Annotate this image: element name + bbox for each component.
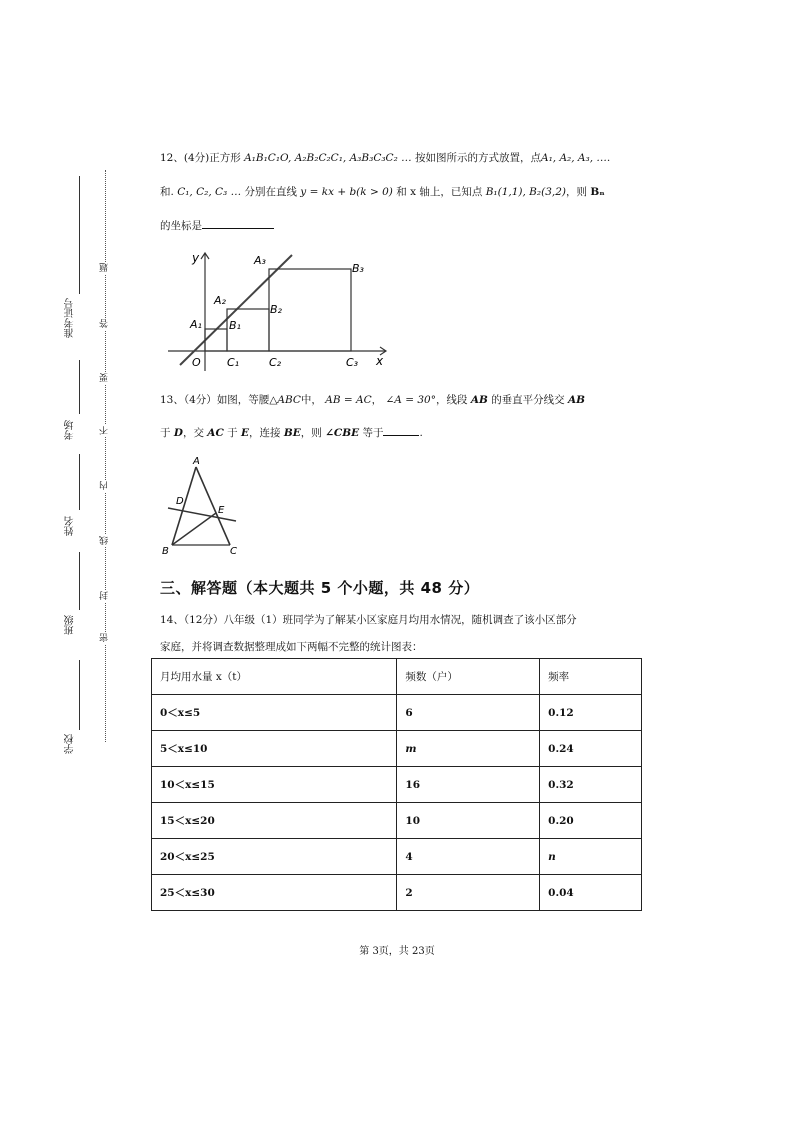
field-rule — [79, 552, 80, 610]
question-text: 的坐标是 — [160, 220, 202, 232]
question-text: 等于 — [362, 427, 384, 439]
seal-char: 内 — [100, 481, 110, 491]
table-row — [152, 731, 642, 767]
math-expression: AB = AC — [325, 394, 372, 406]
table-cell: 0＜x≤5 — [152, 695, 397, 731]
answer-blank[interactable] — [383, 435, 419, 436]
question-text: 和. — [160, 186, 174, 198]
point-a3-label: A₃ — [254, 254, 266, 267]
table-cell: m — [397, 731, 540, 767]
q14-line-2 — [160, 639, 423, 654]
table-cell: 0.24 — [540, 731, 642, 767]
question-points: (4分) — [183, 152, 210, 164]
q12-line-3 — [160, 218, 274, 233]
table-cell: 16 — [397, 767, 540, 803]
table-row — [152, 839, 642, 875]
vertex-a-label: A — [193, 456, 200, 467]
math-expression: y = kx + b(k > 0) — [300, 186, 393, 198]
math-expression: ∠CBE — [325, 427, 360, 439]
point-c3-label: C₃ — [346, 356, 359, 369]
math-expression: B₁(1,1), B₂(3,2) — [485, 186, 566, 198]
q12-line-2 — [160, 184, 605, 199]
field-rule — [79, 454, 80, 510]
point-b2-label: B₂ — [270, 303, 282, 316]
page-footer: 第 3页，共 23页 — [359, 946, 435, 957]
math-expression: BE — [283, 427, 301, 439]
q13-figure — [158, 453, 242, 557]
section-heading: 三、解答题（本大题共 5 个小题，共 48 分） — [160, 579, 480, 597]
table-row — [152, 767, 642, 803]
math-expression: AB — [568, 394, 586, 406]
table-header-cell: 频率 — [540, 659, 642, 695]
table-row — [152, 803, 642, 839]
math-expression: AC — [207, 427, 224, 439]
seal-char: 线 — [100, 536, 110, 546]
question-text: ， — [371, 394, 383, 406]
table-cell: 4 — [397, 839, 540, 875]
point-d-label: D — [176, 496, 184, 507]
q13-line-1 — [160, 392, 585, 407]
math-expression: △ABC — [269, 394, 301, 406]
frequency-table — [151, 658, 642, 911]
table-header-cell: 频数（户） — [397, 659, 540, 695]
side-ac — [196, 467, 230, 545]
seal-char: 要 — [100, 373, 110, 383]
q12-line-1 — [160, 150, 610, 165]
q14-line-1 — [160, 612, 577, 627]
question-number: 12、 — [160, 152, 184, 164]
square-1 — [205, 329, 227, 351]
question-text: 按如图所示的方式放置，点 — [415, 152, 541, 164]
question-points: （4分） — [183, 394, 217, 406]
table-cell: 0.12 — [540, 695, 642, 731]
table-cell: 5＜x≤10 — [152, 731, 397, 767]
vertex-c-label: C — [230, 546, 237, 557]
y-axis-label: y — [192, 251, 200, 265]
q12-figure — [166, 247, 392, 373]
question-text: ，则 — [300, 427, 322, 439]
question-number: 14、 — [160, 614, 184, 626]
student-name-label: 姓名 — [65, 516, 76, 536]
school-label: 学校 — [65, 734, 76, 754]
seal-char: 不 — [100, 426, 110, 436]
question-text: ，线段 — [435, 394, 468, 406]
point-c2-label: C₂ — [269, 356, 282, 369]
exam-room-label: 考场 — [65, 420, 76, 440]
question-text: 于 — [227, 427, 238, 439]
math-expression: AB — [470, 394, 488, 406]
field-rule — [79, 660, 80, 730]
point-a2-label: A₂ — [214, 294, 226, 307]
table-cell: 25＜x≤30 — [152, 875, 397, 911]
exam-number-label: 准考证号 — [65, 298, 76, 338]
point-a1-label: A₁ — [190, 318, 202, 331]
table-header-row — [152, 659, 642, 695]
point-b1-label: B₁ — [229, 319, 241, 332]
point-c1-label: C₁ — [227, 356, 240, 369]
question-text: 和 x 轴上，已知点 — [396, 186, 483, 198]
question-text: 正方形 — [209, 152, 241, 164]
table-cell: 10＜x≤15 — [152, 767, 397, 803]
table-cell: 10 — [397, 803, 540, 839]
question-text: . — [419, 427, 423, 439]
table-cell: 2 — [397, 875, 540, 911]
field-rule — [79, 360, 80, 414]
class-label: 班级 — [65, 615, 76, 635]
seal-char: 答 — [100, 319, 110, 329]
point-b3-label: B₃ — [352, 262, 364, 275]
table-cell: 20＜x≤25 — [152, 839, 397, 875]
table-cell: 0.04 — [540, 875, 642, 911]
segment-be — [172, 513, 216, 545]
math-expression: Bₙ — [590, 186, 605, 198]
table-row — [152, 875, 642, 911]
answer-blank[interactable] — [202, 228, 274, 229]
q13-line-2 — [160, 425, 423, 440]
seal-dotted-line — [105, 170, 106, 742]
question-text: 的垂直平分线交 — [491, 394, 565, 406]
table-cell: 0.20 — [540, 803, 642, 839]
question-text: 家庭，并将调查数据整理成如下两幅不完整的统计图表： — [160, 641, 423, 653]
seal-char: 封 — [100, 591, 110, 601]
question-text: 八年级（1）班同学为了解某小区家庭月均用水情况，随机调查了该小区部分 — [223, 614, 577, 626]
table-header-cell: 月均用水量 x（t） — [152, 659, 397, 695]
point-e-label: E — [218, 505, 225, 516]
question-text: ，连接 — [249, 427, 281, 439]
question-text: ，则 — [566, 186, 587, 198]
seal-char: 题 — [100, 263, 110, 273]
table-row — [152, 695, 642, 731]
table-cell: 15＜x≤20 — [152, 803, 397, 839]
question-text: ，交 — [182, 427, 204, 439]
seal-char: 密 — [100, 633, 110, 643]
question-text: 于 — [160, 427, 171, 439]
x-axis-label: x — [376, 354, 384, 368]
math-expression: ∠A = 30° — [385, 394, 436, 406]
table-cell: 0.32 — [540, 767, 642, 803]
question-number: 13、 — [160, 394, 184, 406]
question-text: 分别在直线 — [244, 186, 297, 198]
vertex-b-label: B — [162, 546, 169, 557]
question-text: 如图，等腰 — [216, 394, 270, 406]
math-expression: A₁B₁C₁O, A₂B₂C₂C₁, A₃B₃C₃C₂ … — [244, 152, 412, 164]
origin-label: O — [192, 356, 201, 369]
math-expression: C₁, C₂, C₃ … — [177, 186, 242, 198]
math-expression: D — [173, 427, 183, 439]
table-cell: n — [540, 839, 642, 875]
question-points: （12分） — [183, 614, 224, 626]
math-expression: E — [241, 427, 250, 439]
math-expression: A₁, A₂, A₃, …. — [541, 152, 611, 164]
table-cell: 6 — [397, 695, 540, 731]
field-rule — [79, 176, 80, 294]
perpendicular-bisector — [168, 508, 236, 521]
question-text: 中， — [300, 394, 322, 406]
